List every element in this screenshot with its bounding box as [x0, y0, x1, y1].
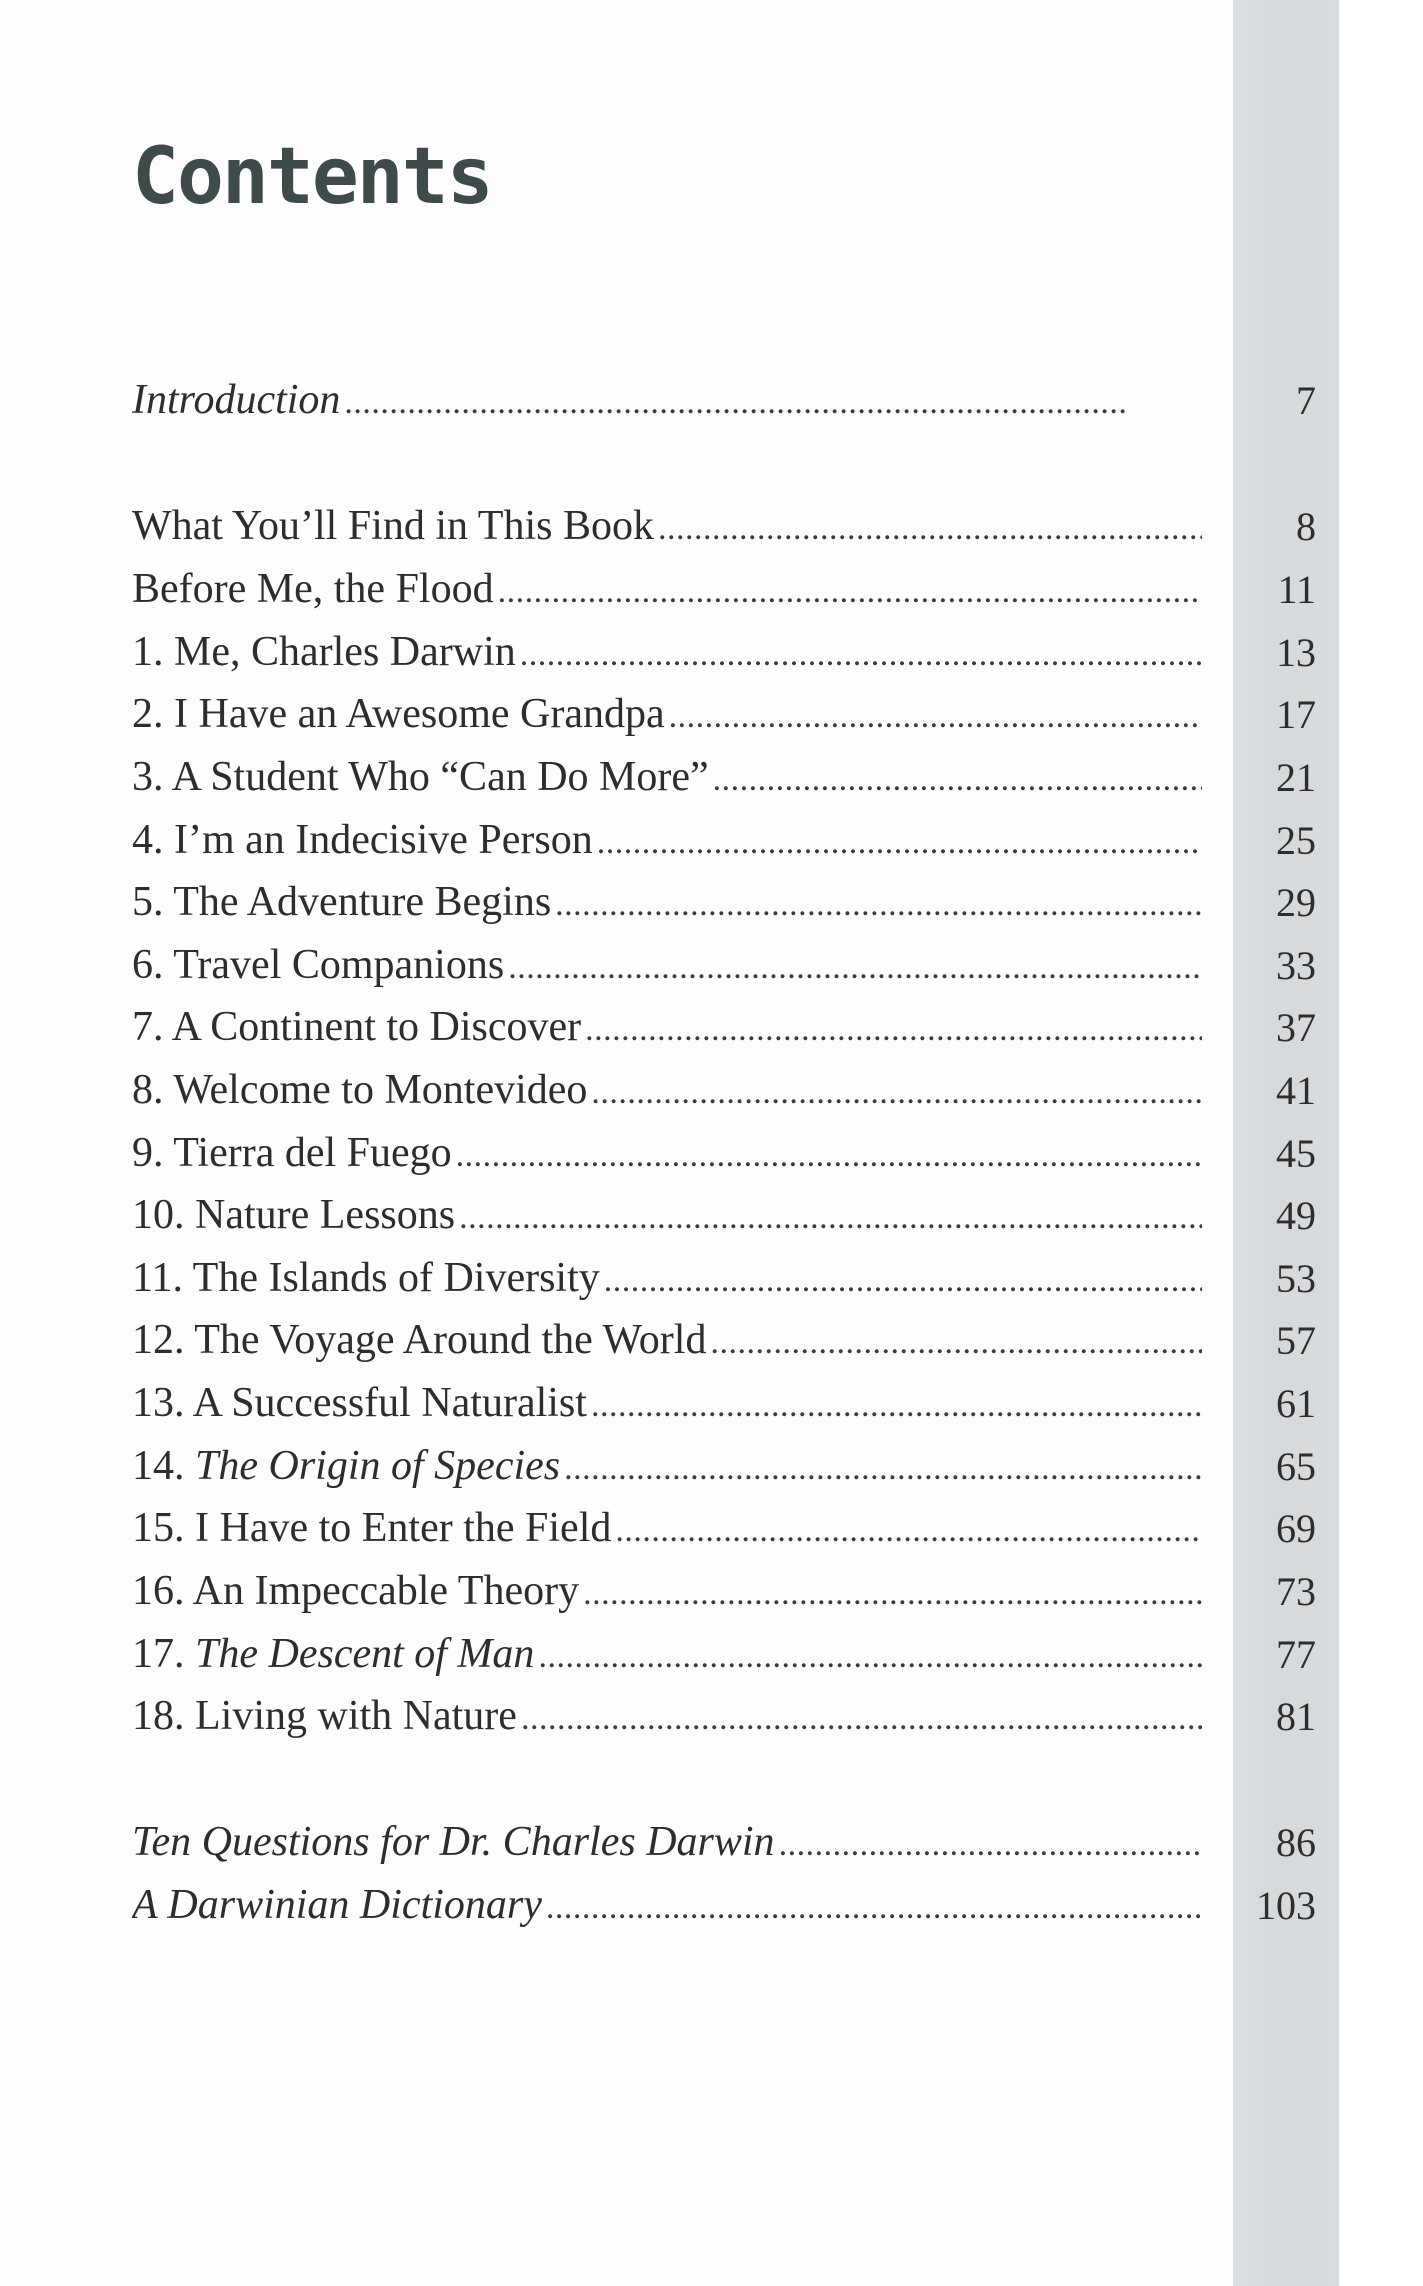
chapter-title: The Origin of Species — [195, 1443, 561, 1489]
toc-entry[interactable] — [132, 1688, 1316, 1748]
dot-leader — [615, 1512, 1202, 1550]
dot-leader — [669, 698, 1202, 736]
toc-page-number: 29 — [1276, 880, 1316, 925]
toc-entry-appendix[interactable] — [132, 1877, 1316, 1937]
toc-entry[interactable] — [132, 937, 1316, 997]
dot-leader — [591, 1074, 1202, 1112]
dot-leader — [779, 1826, 1202, 1864]
toc-entry-title: Ten Questions for Dr. Charles Darwin — [132, 1819, 775, 1865]
toc-entry-title: Before Me, the Flood — [132, 566, 494, 612]
toc-entry-title: 11. The Islands of Diversity — [132, 1255, 600, 1301]
dot-leader — [658, 510, 1202, 548]
toc-entry-title — [132, 1442, 560, 1490]
toc-entry[interactable] — [132, 1438, 1316, 1498]
toc-entry-title: 8. Welcome to Montevideo — [132, 1067, 588, 1113]
dot-leader — [555, 886, 1202, 924]
toc-page-number: 37 — [1276, 1005, 1316, 1050]
dot-leader — [591, 1387, 1202, 1425]
toc-entry-title: 10. Nature Lessons — [132, 1192, 456, 1238]
toc-entry-title: 1. Me, Charles Darwin — [132, 629, 516, 675]
toc-entry-label-row — [132, 1003, 1202, 1051]
toc-entry-label-row — [132, 376, 1202, 424]
toc-entry[interactable] — [132, 1250, 1316, 1310]
toc-entry[interactable] — [132, 1187, 1316, 1247]
toc-entry-title — [132, 1630, 534, 1678]
toc-entry-label-row — [132, 1442, 1202, 1490]
toc-page-number: 57 — [1276, 1318, 1316, 1363]
toc-entry[interactable] — [132, 1500, 1316, 1560]
dot-leader — [520, 636, 1202, 674]
page-margin — [1339, 0, 1423, 2286]
chapter-title: The Descent of Man — [195, 1631, 535, 1677]
toc-entry-title: 16. An Impeccable Theory — [132, 1568, 580, 1614]
toc-entry-label-row — [132, 1692, 1202, 1740]
toc-entry-title: 6. Travel Companions — [132, 942, 505, 988]
toc-page-number: 7 — [1296, 378, 1316, 423]
toc-page-number: 11 — [1277, 567, 1316, 612]
page-title: Contents — [132, 132, 492, 222]
dot-leader — [604, 1262, 1202, 1300]
dot-leader — [538, 1638, 1202, 1676]
toc-entry-title: 3. A Student Who “Can Do More” — [132, 754, 709, 800]
toc-entry[interactable] — [132, 1312, 1316, 1372]
toc-entry-label-row — [132, 878, 1202, 926]
toc-entry[interactable] — [132, 749, 1316, 809]
toc-entry[interactable] — [132, 874, 1316, 934]
toc-entry-label-row — [132, 1630, 1202, 1678]
toc-entry[interactable] — [132, 561, 1316, 621]
dot-leader — [564, 1450, 1202, 1488]
toc-entry-title: 5. The Adventure Begins — [132, 879, 552, 925]
chapter-number: 14. — [132, 1443, 185, 1489]
toc-entry[interactable] — [132, 999, 1316, 1059]
toc-entry-label-row — [132, 1379, 1202, 1427]
chapter-number: 17. — [132, 1631, 185, 1677]
toc-page-number: 25 — [1276, 818, 1316, 863]
toc-entry-label-row — [132, 1191, 1202, 1239]
toc-page-number: 49 — [1276, 1193, 1316, 1238]
toc-entry-title: A Darwinian Dictionary — [132, 1882, 542, 1928]
toc-entry-title: What You’ll Find in This Book — [132, 503, 654, 549]
toc-entry-title: 4. I’m an Indecisive Person — [132, 817, 593, 863]
dot-leader — [459, 1199, 1202, 1237]
toc-entry[interactable] — [132, 1125, 1316, 1185]
toc-entry-title: 13. A Successful Naturalist — [132, 1380, 587, 1426]
toc-entry-title: 12. The Voyage Around the World — [132, 1317, 707, 1363]
toc-page-number: 33 — [1276, 943, 1316, 988]
toc-page-number: 8 — [1296, 504, 1316, 549]
toc-entry[interactable] — [132, 1375, 1316, 1435]
dot-leader — [508, 949, 1202, 987]
toc-entry-label-row — [132, 941, 1202, 989]
toc-page-number: 45 — [1276, 1131, 1316, 1176]
toc-entry-label-row — [132, 565, 1202, 613]
toc-entry-title: 15. I Have to Enter the Field — [132, 1505, 612, 1551]
toc-page-number: 81 — [1276, 1694, 1316, 1739]
toc-entry[interactable] — [132, 1563, 1316, 1623]
dot-leader — [583, 1575, 1202, 1613]
toc-entry-label-row — [132, 690, 1202, 738]
toc-entry[interactable] — [132, 1062, 1316, 1122]
dot-leader — [344, 384, 1202, 422]
toc-page-number: 17 — [1276, 692, 1316, 737]
toc-page-number: 69 — [1276, 1506, 1316, 1551]
toc-entry-label-row — [132, 502, 1202, 550]
dot-leader — [710, 1324, 1202, 1362]
toc-entry-label-row — [132, 1129, 1202, 1177]
toc-entry-label-row — [132, 816, 1202, 864]
dot-leader — [713, 761, 1202, 799]
toc-entry-label-row — [132, 1567, 1202, 1615]
dot-leader — [521, 1700, 1202, 1738]
toc-entry-label-row — [132, 753, 1202, 801]
toc-entry-label-row — [132, 1316, 1202, 1364]
toc-page-number: 65 — [1276, 1444, 1316, 1489]
toc-entry-label-row — [132, 628, 1202, 676]
toc-entry[interactable] — [132, 812, 1316, 872]
toc-entry-title: 2. I Have an Awesome Grandpa — [132, 691, 665, 737]
toc-entry-label-row — [132, 1881, 1202, 1929]
dot-leader — [456, 1137, 1202, 1175]
toc-page-number: 61 — [1276, 1381, 1316, 1426]
toc-page-number: 103 — [1256, 1883, 1316, 1928]
dot-leader — [498, 573, 1202, 611]
toc-entry-label-row — [132, 1504, 1202, 1552]
toc-page-number: 86 — [1276, 1820, 1316, 1865]
toc-page-number: 41 — [1276, 1068, 1316, 1113]
toc-entry[interactable] — [132, 624, 1316, 684]
toc-entry[interactable] — [132, 686, 1316, 746]
dot-leader — [585, 1011, 1202, 1049]
toc-page-number: 77 — [1276, 1632, 1316, 1677]
toc-entry-title: Introduction — [132, 377, 341, 423]
toc-entry-appendix[interactable] — [132, 1814, 1316, 1874]
toc-entry[interactable] — [132, 1626, 1316, 1686]
toc-entry[interactable] — [132, 498, 1316, 558]
toc-entry-label-row — [132, 1066, 1202, 1114]
toc-entry-title: 18. Living with Nature — [132, 1693, 517, 1739]
dot-leader — [597, 824, 1202, 862]
toc-entry-title: 7. A Continent to Discover — [132, 1004, 582, 1050]
toc-entry-introduction[interactable] — [132, 372, 1316, 432]
toc-entry-label-row — [132, 1254, 1202, 1302]
toc-entry-title: 9. Tierra del Fuego — [132, 1130, 452, 1176]
dot-leader — [546, 1889, 1202, 1927]
toc-page-number: 73 — [1276, 1569, 1316, 1614]
toc-page-number: 53 — [1276, 1256, 1316, 1301]
toc-page-number: 21 — [1276, 755, 1316, 800]
toc-entry-label-row — [132, 1818, 1202, 1866]
toc-page-number: 13 — [1276, 630, 1316, 675]
